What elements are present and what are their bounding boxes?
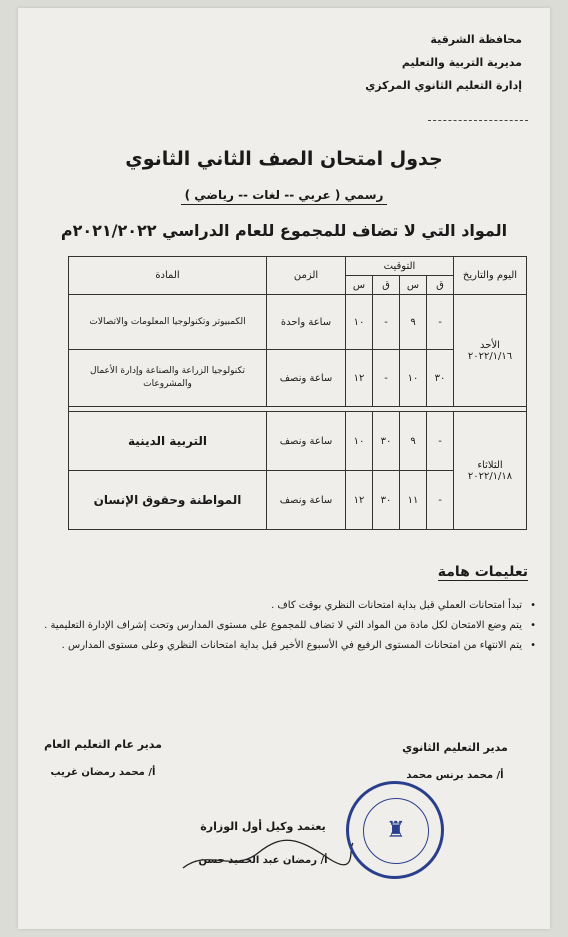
instruction-text: تبدأ امتحانات العملي قبل بداية امتحانات النظري بوقت كاف .	[271, 600, 522, 611]
instructions-title: تعليمات هامة	[437, 564, 528, 580]
duration-cell: ساعة ونصف	[267, 412, 346, 471]
from-minute-cell: -	[427, 471, 454, 530]
day-date-cell	[454, 295, 527, 407]
from-hour-cell: ١٠	[400, 350, 427, 407]
handwritten-signature	[178, 828, 358, 878]
from-minute-cell: -	[427, 412, 454, 471]
list-item	[28, 616, 540, 636]
header-to-hour: س	[346, 276, 373, 295]
from-hour-cell: ١١	[400, 471, 427, 530]
to-minute-cell: ٣٠	[373, 471, 400, 530]
to-hour-cell: ١٢	[346, 350, 373, 407]
subjects-note-title: المواد التي لا تضاف للمجموع للعام الدراسي ٢٠٢١/٢٠٢٢م	[60, 221, 508, 240]
official-seal	[346, 781, 444, 879]
date-label: ٢٠٢٢/١/١٦	[467, 350, 513, 362]
signature-name: أ/ محمد برنس محمد	[406, 770, 504, 781]
duration-cell: ساعة ونصف	[267, 471, 346, 530]
header-day-date: اليوم والتاريخ	[454, 257, 527, 295]
instruction-text: يتم الانتهاء من امتحانات المستوى الرفيع في الأسبوع الأخير قبل بداية امتحانات النظري وعلى مستوى المدارس .	[61, 640, 522, 651]
to-hour-cell: ١٠	[346, 412, 373, 471]
day-date-cell	[454, 412, 527, 530]
from-hour-cell: ٩	[400, 412, 427, 471]
document-page	[18, 8, 550, 929]
table-header-row	[69, 257, 527, 276]
signature-name: أ/ محمد رمضان غريب	[50, 767, 156, 778]
header-duration: الزمن	[267, 257, 346, 295]
subject-cell: المواطنة وحقوق الإنسان	[69, 471, 267, 530]
to-hour-cell: ١٠	[346, 295, 373, 350]
header-from-hour: س	[400, 276, 427, 295]
date-label: ٢٠٢٢/١/١٨	[467, 470, 513, 482]
page-title: جدول امتحان الصف الثاني الثانوي	[125, 148, 443, 170]
to-minute-cell: -	[373, 350, 400, 407]
bullet-icon: •	[530, 620, 536, 631]
duration-cell: ساعة واحدة	[267, 295, 346, 350]
instruction-text: يتم وضع الامتحان لكل مادة من المواد التي لا تضاف للمجموع على مستوى المدارس وتحت إشراف الإدارة التعليمية .	[44, 620, 522, 631]
from-minute-cell: ٣٠	[427, 350, 454, 407]
list-item	[28, 636, 540, 656]
to-minute-cell: -	[373, 295, 400, 350]
signature-general-director	[28, 738, 178, 778]
from-hour-cell: ٩	[400, 295, 427, 350]
header-timing: التوقيت	[346, 257, 454, 276]
list-item	[28, 596, 540, 616]
bullet-icon: •	[530, 600, 536, 611]
instructions-list	[28, 596, 540, 656]
from-minute-cell: -	[427, 295, 454, 350]
signature-name: أ/ رمضان عبد الحميد حسن	[198, 855, 328, 866]
to-minute-cell: ٣٠	[373, 412, 400, 471]
letterhead-divider	[428, 120, 528, 121]
subject-cell: تكنولوجيا الزراعة والصناعة وإدارة الأعمال والمشروعات	[69, 350, 267, 407]
subtitle-text: رسمي ( عربي -- لغات -- رياضي )	[181, 188, 388, 205]
header-to-minute: ق	[373, 276, 400, 295]
signature-title: يعتمد وكيل أول الوزارة	[200, 820, 326, 833]
bullet-icon: •	[530, 640, 536, 651]
duration-cell: ساعة ونصف	[267, 350, 346, 407]
page-subtitle	[18, 188, 550, 202]
subject-cell: التربية الدينية	[69, 412, 267, 471]
day-label: الأحد	[480, 339, 500, 351]
exam-schedule-table	[68, 256, 527, 530]
signature-secondary-director	[380, 741, 530, 781]
letterhead	[365, 28, 522, 97]
table-row	[69, 295, 527, 350]
to-hour-cell: ١٢	[346, 471, 373, 530]
signature-title: مدير التعليم الثانوي	[402, 741, 508, 754]
governorate-line: محافظة الشرقية	[430, 33, 522, 46]
eagle-emblem-icon: ♜	[386, 818, 406, 843]
header-from-minute: ق	[427, 276, 454, 295]
signature-title: مدير عام التعليم العام	[44, 738, 162, 751]
administration-line: إدارة التعليم الثانوي المركزي	[365, 79, 522, 92]
subject-cell: الكمبيوتر وتكنولوجيا المعلومات والاتصالات	[69, 295, 267, 350]
table-row	[69, 412, 527, 471]
directorate-line: مديرية التربية والتعليم	[401, 56, 522, 69]
header-subject: المادة	[69, 257, 267, 295]
day-label: الثلاثاء	[477, 459, 503, 471]
